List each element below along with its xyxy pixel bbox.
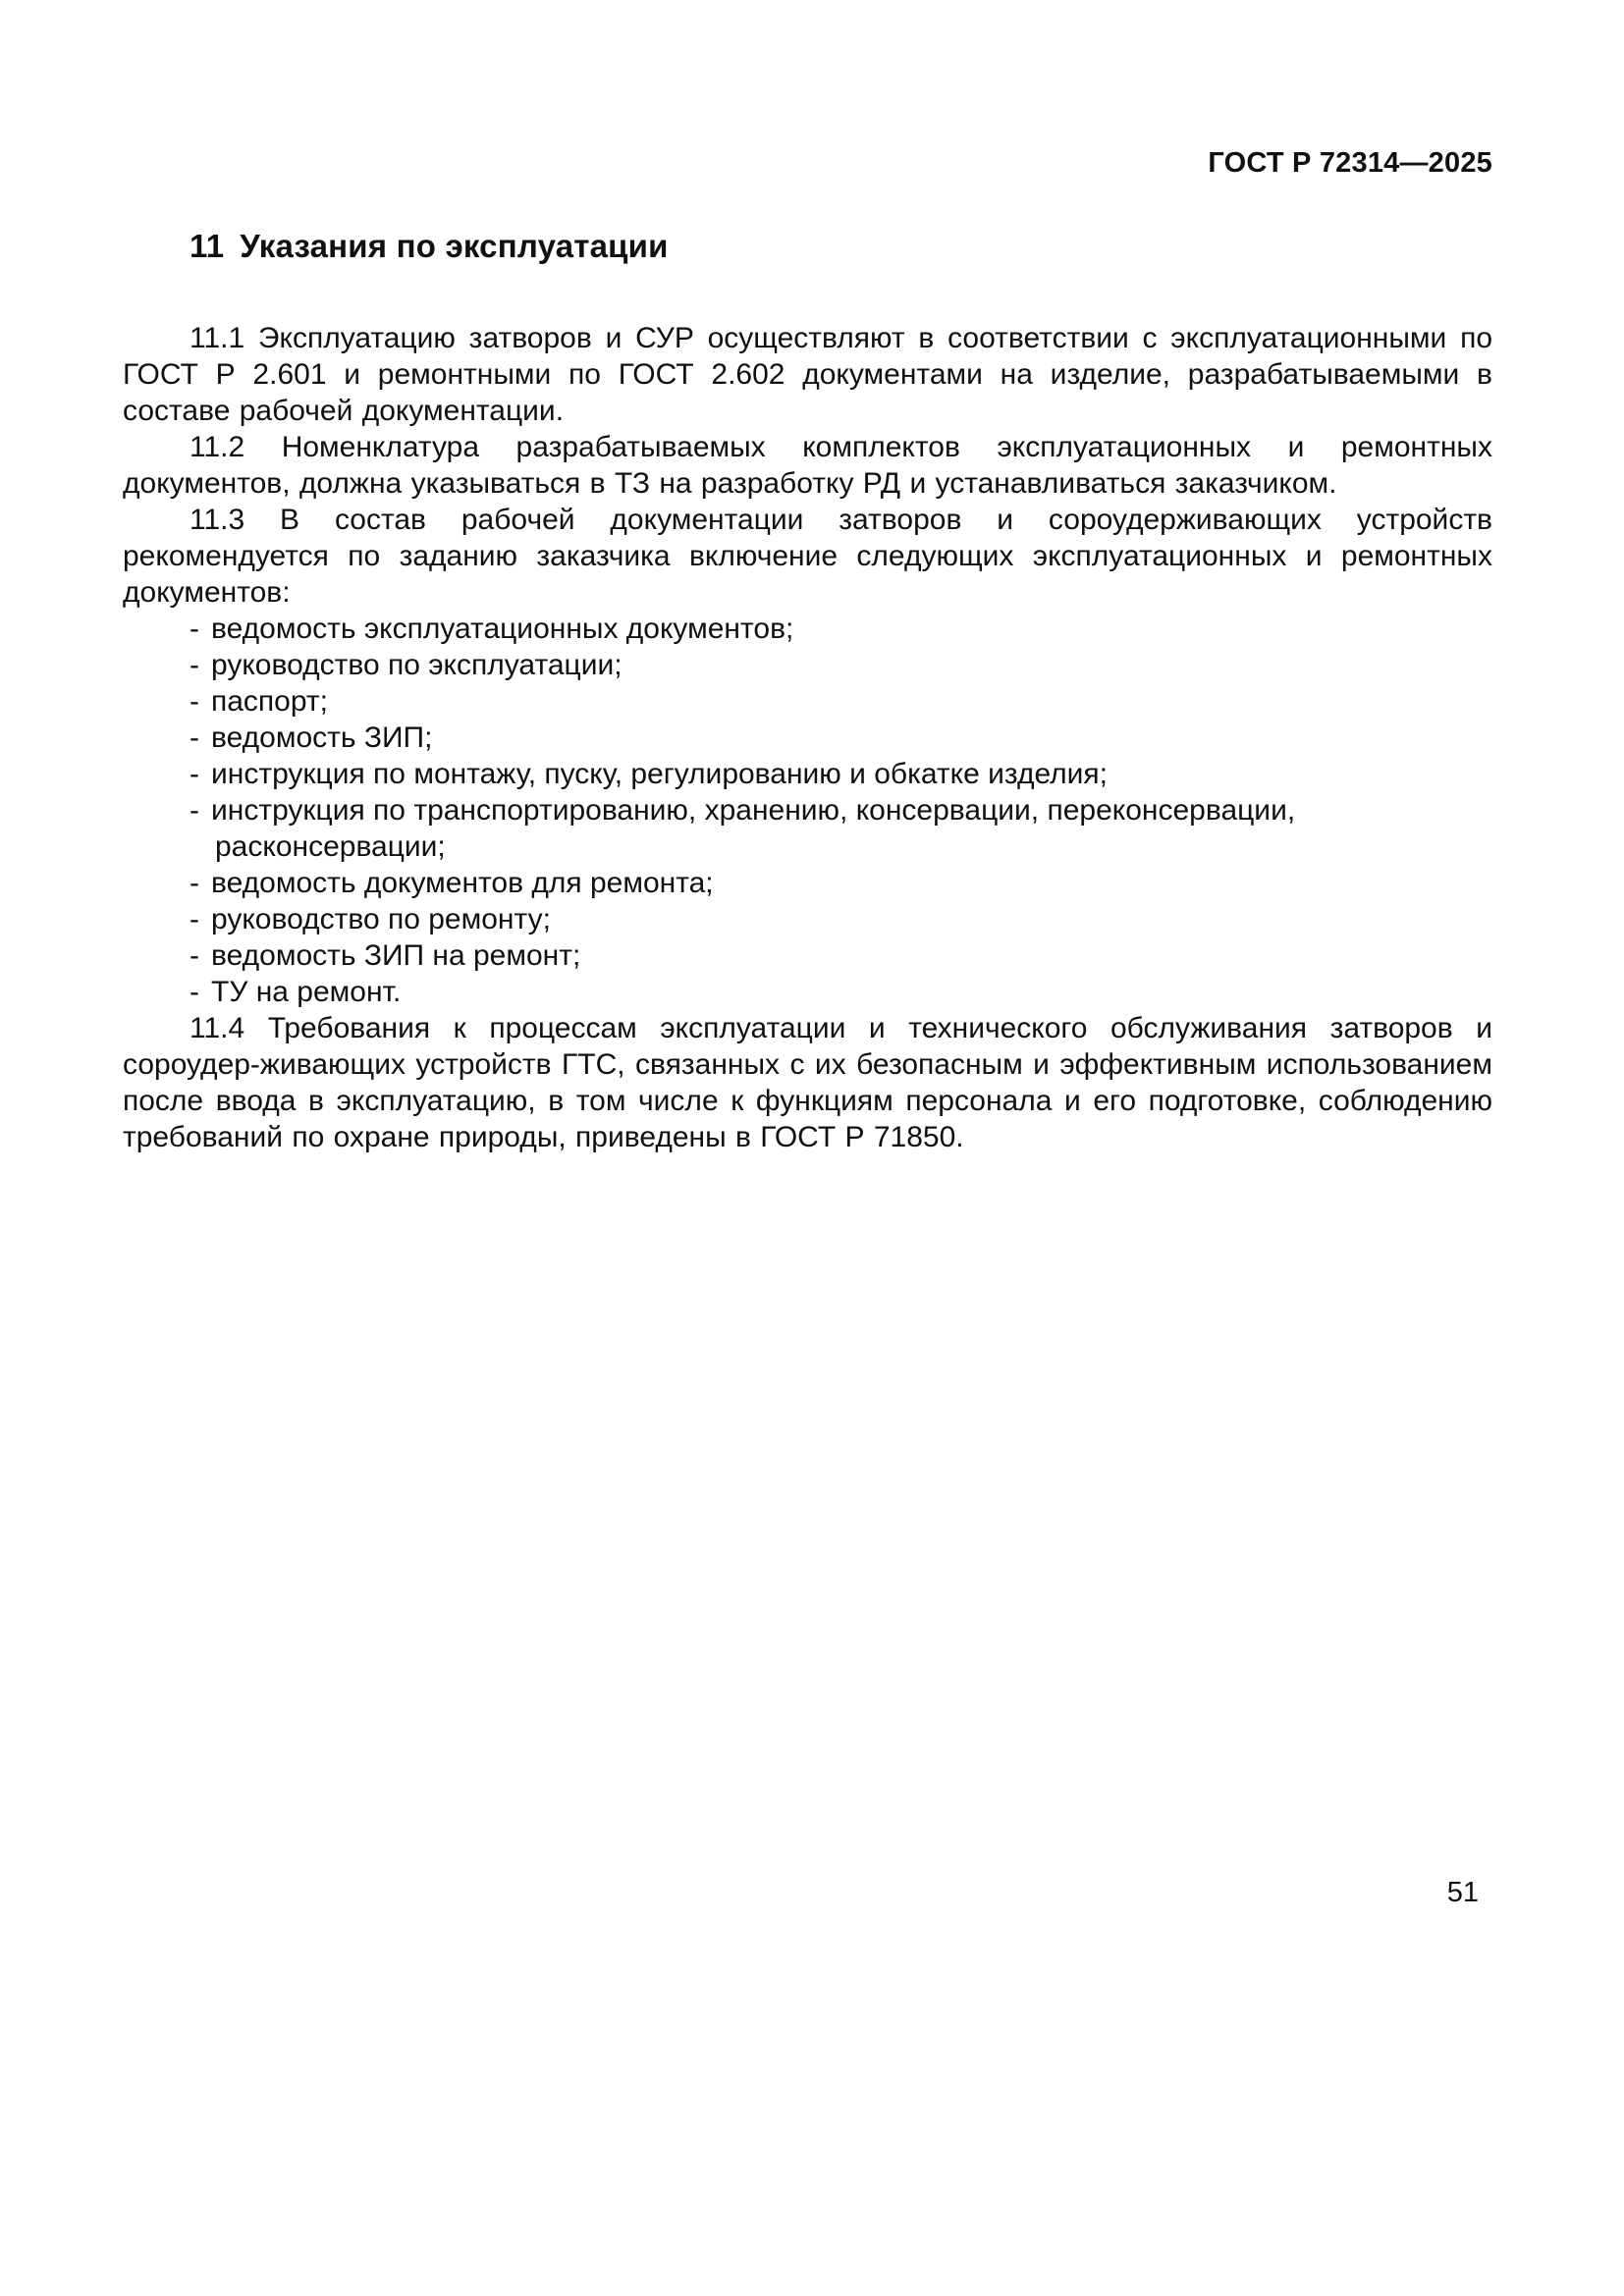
list-item-text: ведомость эксплуатационных документов;: [211, 613, 794, 645]
dash-marker: -: [189, 794, 199, 827]
standard-designation: ГОСТ Р 72314—2025: [1208, 147, 1492, 179]
list-item: [123, 720, 1492, 756]
list-item: [123, 611, 1492, 647]
list-item: [123, 901, 1492, 937]
dash-marker: -: [189, 867, 199, 899]
dash-marker: -: [189, 976, 199, 1008]
list-item: [123, 792, 1492, 865]
list-item: [123, 683, 1492, 720]
list-item-text: руководство по ремонту;: [211, 903, 551, 935]
paragraph-11-3: 11.3 В состав рабочей документации затворов и сороудерживающих устройств рекомендуется по заданию заказчика включение следующих эксплуатационных и ремонтных документов:: [123, 504, 1492, 609]
list-item-text: инструкция по транспортированию, хранению, консервации, переконсервации, расконсервации;: [211, 794, 1296, 863]
list-item-text: ведомость ЗИП;: [211, 721, 433, 754]
list-item: [123, 756, 1492, 792]
paragraph-11-1: 11.1 Эксплуатацию затворов и СУР осуществляют в соответствии с эксплуатационными по ГОСТ Р 2.601 и ремонтными по ГОСТ 2.602 документами на изделие, разрабатываемыми в составе рабочей документации.: [123, 322, 1492, 427]
section-heading: [123, 228, 1492, 265]
list-item-text: ТУ на ремонт.: [211, 976, 402, 1008]
documents-list: [123, 611, 1492, 1010]
paragraph-11-4: 11.4 Требования к процессам эксплуатации и технического обслуживания затворов и сороудер-живающих устройств ГТС, связанных с их безопасным и эффективным использованием после ввода в эксплуатацию, в том числе к функциям персонала и его подготовке, соблюдению требований по охране природы, приведены в ГОСТ Р 71850.: [123, 1012, 1492, 1153]
dash-marker: -: [189, 758, 199, 790]
dash-marker: -: [189, 721, 199, 754]
dash-marker: -: [189, 685, 199, 718]
list-item: [123, 865, 1492, 901]
section-title: Указания по эксплуатации: [240, 228, 669, 264]
dash-marker: -: [189, 903, 199, 935]
dash-marker: -: [189, 649, 199, 681]
list-item: [123, 647, 1492, 683]
paragraph-11-2: 11.2 Номенклатура разрабатываемых комплектов эксплуатационных и ремонтных документов, должна указываться в ТЗ на разработку РД и устанавливаться заказчиком.: [123, 431, 1492, 500]
section-number: 11: [189, 228, 225, 264]
section-content: [123, 228, 1492, 1155]
list-item-text: инструкция по монтажу, пуску, регулированию и обкатке изделия;: [211, 758, 1109, 790]
running-header: [123, 147, 1492, 180]
list-item-text: руководство по эксплуатации;: [211, 649, 623, 681]
list-item-text: ведомость ЗИП на ремонт;: [211, 939, 581, 972]
page-number: 51: [1446, 1877, 1479, 1908]
list-item-text: паспорт;: [211, 685, 328, 718]
dash-marker: -: [189, 613, 199, 645]
list-item: [123, 937, 1492, 974]
list-item: [123, 974, 1492, 1010]
dash-marker: -: [189, 939, 199, 972]
list-item-text: ведомость документов для ремонта;: [211, 867, 714, 899]
